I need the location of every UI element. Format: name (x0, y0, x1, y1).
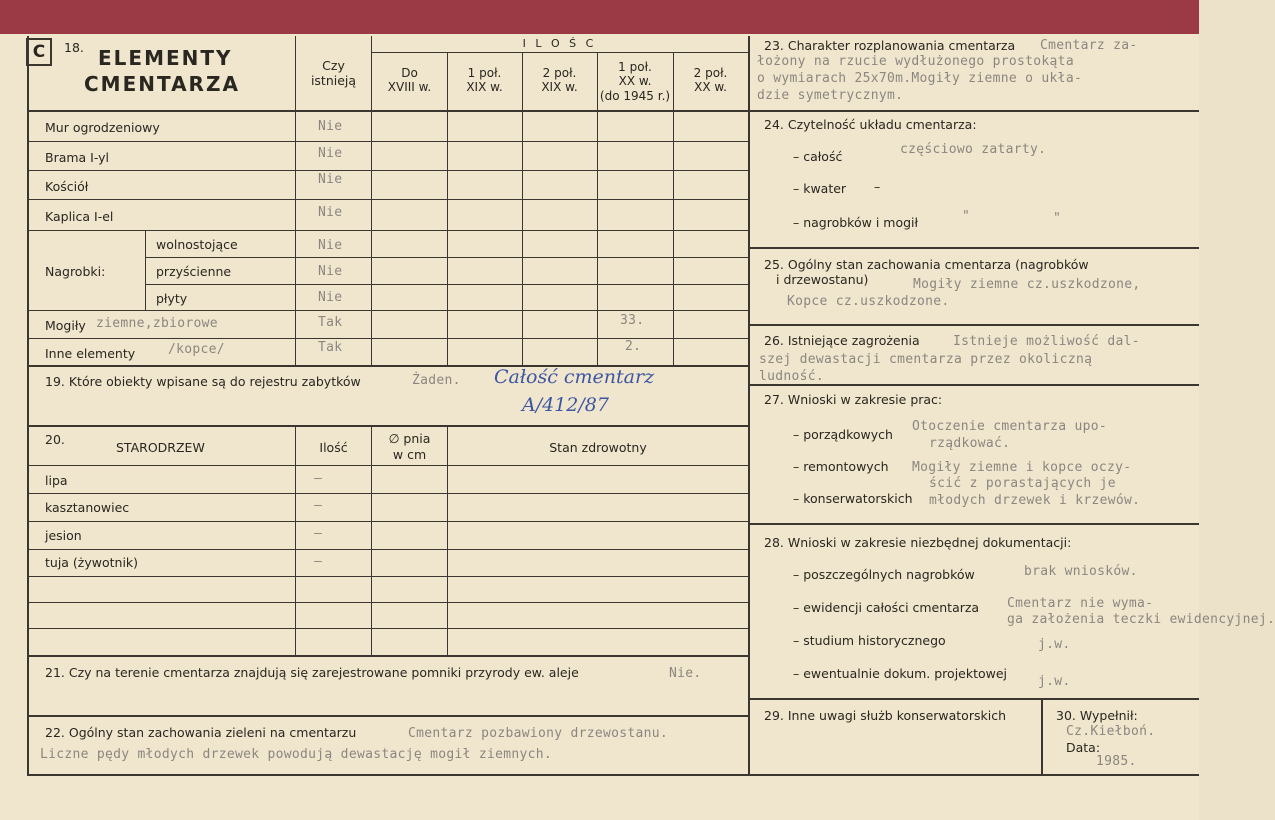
sec28-item-label: – poszczególnych nagrobków (793, 567, 975, 582)
col-czy-line2: istnieją (310, 73, 357, 88)
sec20-title: STARODRZEW (116, 440, 205, 455)
rule (673, 52, 674, 366)
rule (748, 523, 1199, 525)
col-header: XVIII w. (387, 80, 432, 94)
col-header: 2 poł. (693, 66, 728, 80)
sec28-item-value: ga założenia teczki ewidencyjnej. (1007, 612, 1275, 627)
sec20-number: 20. (45, 432, 65, 447)
rule (748, 698, 1199, 700)
sec24-label: 24. Czytelność układu cmentarza: (764, 117, 977, 132)
row-label: Mur ogrodzeniowy (45, 120, 160, 135)
row-value: Nie (318, 290, 343, 305)
col-pnia-line2: w cm (392, 447, 427, 462)
sec26-line2: szej dewastacji cmentarza przez okoliczną (759, 352, 1093, 367)
rule (748, 247, 1199, 249)
row-value: Nie (318, 119, 343, 134)
row-label: wolnostojące (156, 237, 238, 252)
row-value: Nie (318, 146, 343, 161)
rule (27, 199, 748, 200)
sec23-line4: dzie symetrycznym. (757, 88, 904, 103)
row-value: Tak (318, 315, 343, 330)
sec27-item-value: Otoczenie cmentarza upo- (912, 419, 1108, 434)
sec24-item-value: " (962, 209, 971, 224)
row-label: Inne elementy (45, 346, 136, 361)
sec28-item-label: – studium historycznego (793, 633, 946, 648)
rule (522, 52, 523, 366)
row-extra: /kopce/ (168, 342, 225, 357)
rule (748, 110, 1199, 112)
rule (27, 549, 748, 550)
rule (145, 284, 748, 285)
sec24-item-label: – nagrobków i mogił (793, 215, 919, 230)
sec23-label: 23. Charakter rozplanowania cmentarza (764, 38, 1016, 53)
row-label: Mogiły (45, 318, 86, 333)
col-czy-line1: Czy (322, 58, 345, 73)
col-ilosc: Ilość (319, 440, 348, 455)
row-label: Kaplica I-el (45, 209, 114, 224)
col-header: 1 poł. (618, 60, 652, 74)
sec22-label: 22. Ogólny stan zachowania zieleni na cmentarzu (45, 725, 357, 740)
row-quantity: 33. (620, 313, 645, 328)
row-label: Kościół (45, 179, 89, 194)
row-label: płyty (156, 291, 188, 306)
row-quantity: 2. (625, 339, 642, 354)
col-header: XX w. (694, 80, 727, 94)
sec24-item-label: – całość (793, 149, 843, 164)
sec23-line3: o wymiarach 25x70m.Mogiły ziemne o ukła- (757, 71, 1083, 86)
col-header: (do 1945 r.) (599, 89, 671, 103)
sec27-label: 27. Wnioski w zakresie prac: (764, 392, 943, 407)
rule (371, 52, 748, 53)
tree-name: tuja (żywotnik) (45, 555, 139, 570)
sec19-handwritten-line2: A/412/87 (522, 394, 609, 416)
rule (27, 628, 748, 629)
sec27-item-label: – remontowych (793, 459, 889, 474)
rule (748, 324, 1199, 326)
rule (27, 576, 748, 577)
col-stan-zdrowotny: Stan zdrowotny (549, 440, 647, 455)
rule (145, 257, 748, 258)
nagrobki-label: Nagrobki: (45, 264, 106, 279)
sec28-item-label: – ewentualnie dokum. projektowej (793, 666, 1008, 681)
rule (27, 465, 748, 466)
sec28-item-value: Cmentarz nie wyma- (1007, 596, 1154, 611)
section-number: 18. (64, 40, 84, 55)
sec26-line3: ludność. (759, 369, 825, 384)
sec30-label: 30. Wypełnił: (1056, 708, 1138, 723)
tree-count: — (314, 526, 323, 541)
row-value: Nie (318, 172, 343, 187)
row-value: Nie (318, 205, 343, 220)
rule (27, 774, 750, 776)
col-header: XIX w. (541, 80, 578, 94)
sec27-item-label: – konserwatorskich (793, 491, 913, 506)
sec26-line1: Istnieje możliwość dal- (953, 334, 1140, 349)
col-pnia-line1: ∅ pnia (388, 431, 431, 446)
section-title-line2: CMENTARZA (84, 72, 240, 96)
card-top-edge (0, 0, 1199, 34)
sec19-handwritten-line1: Całość cmentarz (494, 366, 655, 388)
sec27-item-value: Mogiły ziemne i kopce oczy- (912, 460, 1132, 475)
tree-count: — (314, 554, 323, 569)
tree-name: lipa (45, 473, 68, 488)
tree-name: jesion (45, 528, 82, 543)
sec30-date-value: 1985. (1096, 754, 1137, 769)
sec28-item-label: – ewidencji całości cmentarza (793, 600, 980, 615)
sec23-line2: łożony na rzucie wydłużonego prostokąta (757, 54, 1074, 69)
rule (145, 230, 146, 310)
section-box-letter: C (26, 38, 52, 66)
rule (27, 521, 748, 522)
row-value: Nie (318, 264, 343, 279)
rule (447, 52, 448, 366)
rule (748, 774, 1199, 776)
sec27-item-value: ścić z porastających je (929, 476, 1116, 491)
rule (27, 425, 750, 427)
row-value: Tak (318, 340, 343, 355)
sec25-label-line1: 25. Ogólny stan zachowania cmentarza (nagrobków (764, 257, 1089, 272)
col-header: XX w. (618, 74, 652, 88)
row-extra: ziemne,zbiorowe (96, 316, 218, 331)
sec24-item-value: " (1053, 211, 1062, 226)
rule (27, 230, 748, 231)
rule (1041, 698, 1043, 776)
col-header: Do (401, 66, 418, 80)
rule (27, 110, 750, 112)
rule (27, 310, 748, 311)
rule (295, 425, 296, 655)
sec28-label: 28. Wnioski w zakresie niezbędnej dokumentacji: (764, 535, 1072, 550)
col-header: 1 poł. (467, 66, 502, 80)
sec24-item-label: – kwater (793, 181, 847, 196)
rule (27, 141, 748, 142)
sec27-item-label: – porządkowych (793, 427, 893, 442)
rule (27, 715, 750, 717)
sec23-line1: Cmentarz za- (1040, 38, 1138, 53)
sec30-name: Cz.Kiełboń. (1066, 724, 1156, 739)
section-title-line1: ELEMENTY (98, 46, 233, 70)
rule (27, 602, 748, 603)
sec28-item-value: brak wniosków. (1024, 564, 1138, 579)
col-header: XIX w. (466, 80, 503, 94)
col-header: 2 poł. (542, 66, 577, 80)
rule (27, 493, 748, 494)
sec19-label: 19. Które obiekty wpisane są do rejestru zabytków (45, 374, 361, 389)
sec19-typed: Żaden. (412, 373, 461, 388)
rule (27, 36, 29, 776)
sec21-label: 21. Czy na terenie cmentarza znajdują się zarejestrowane pomniki przyrody ew. aleje (45, 665, 579, 680)
rule (27, 655, 750, 657)
sec24-item-value: częściowo zatarty. (900, 142, 1047, 157)
sec27-item-value: młodych drzewek i krzewów. (929, 493, 1141, 508)
sec27-item-value: rządkować. (929, 436, 1011, 451)
col-ilosc-header: I L O Ś C (522, 37, 597, 50)
sec29-label: 29. Inne uwagi służb konserwatorskich (764, 708, 1006, 723)
row-value: Nie (318, 238, 343, 253)
sec24-item-value: – (874, 179, 881, 194)
tree-count: — (314, 471, 323, 486)
rule (27, 170, 748, 171)
sec25-line1: Mogiły ziemne cz.uszkodzone, (913, 277, 1141, 292)
tree-count: — (314, 498, 323, 513)
tree-name: kasztanowiec (45, 500, 130, 515)
sec22-line1: Cmentarz pozbawiony drzewostanu. (408, 726, 669, 741)
sec25-line2: Kopce cz.uszkodzone. (787, 294, 950, 309)
sec22-line2: Liczne pędy młodych drzewek powodują dewastację mogił ziemnych. (40, 747, 552, 762)
rule (447, 425, 448, 655)
sec30-date-label: Data: (1066, 740, 1101, 755)
sec28-item-value: j.w. (1038, 674, 1071, 689)
rule (748, 384, 1199, 386)
rule (748, 36, 750, 776)
sec28-item-value: j.w. (1038, 637, 1071, 652)
sec25-label-line2: i drzewostanu) (776, 272, 869, 287)
row-label: Brama I-yl (45, 150, 110, 165)
sec26-label: 26. Istniejące zagrożenia (764, 333, 920, 348)
row-label: przyścienne (156, 264, 232, 279)
sec21-answer: Nie. (669, 666, 702, 681)
